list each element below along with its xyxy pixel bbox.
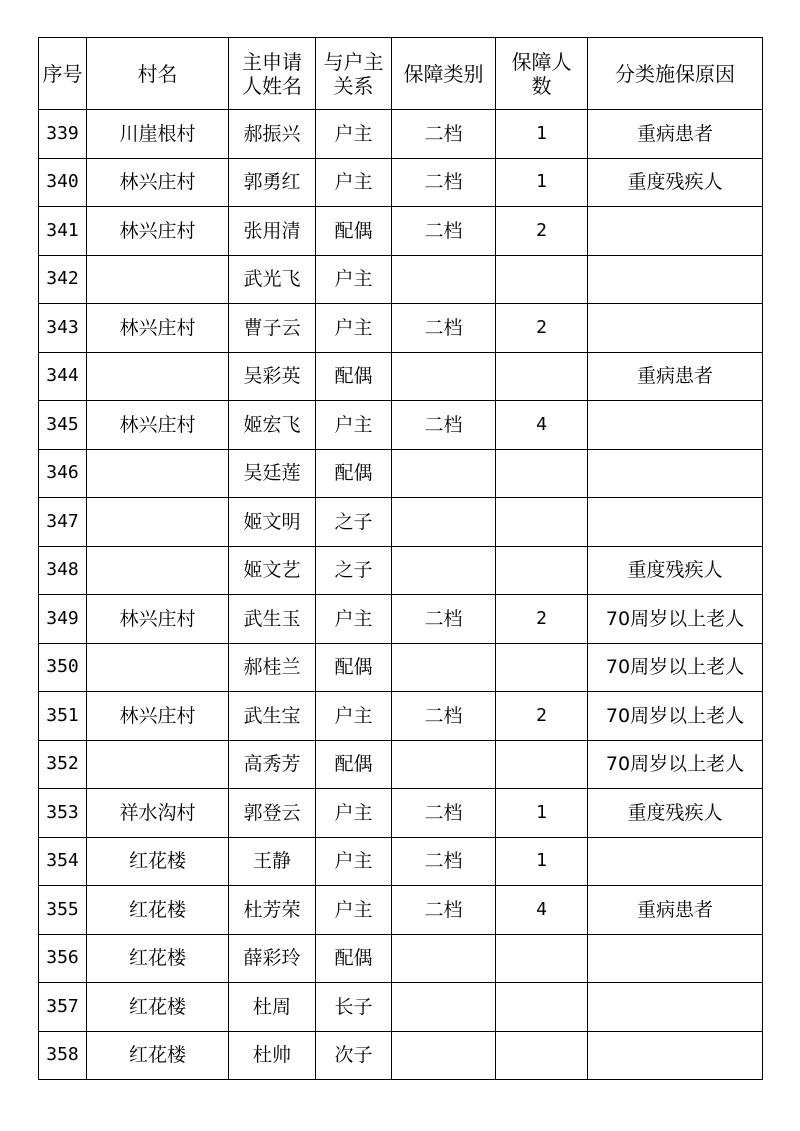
- cell-count: 2: [496, 595, 588, 644]
- cell-relation: 户主: [316, 789, 392, 838]
- cell-applicant: 吴彩英: [229, 352, 316, 401]
- table-row: [39, 643, 763, 692]
- table-row: [39, 595, 763, 644]
- cell-relation: 户主: [316, 255, 392, 304]
- cell-category: [392, 352, 496, 401]
- cell-village: [87, 449, 229, 498]
- cell-category: [392, 740, 496, 789]
- cell-category: [392, 255, 496, 304]
- cell-reason: 重病患者: [588, 110, 763, 159]
- cell-village: 红花楼: [87, 934, 229, 983]
- cell-relation: 之子: [316, 498, 392, 547]
- cell-village: 红花楼: [87, 983, 229, 1032]
- table-header: [39, 38, 763, 110]
- table-body: [39, 110, 763, 1080]
- cell-category: [392, 1031, 496, 1080]
- cell-category: [392, 449, 496, 498]
- cell-village: 川崖根村: [87, 110, 229, 159]
- cell-category: 二档: [392, 207, 496, 256]
- cell-reason: 70周岁以上老人: [588, 643, 763, 692]
- cell-reason: [588, 304, 763, 353]
- cell-village: 林兴庄村: [87, 158, 229, 207]
- cell-relation: 户主: [316, 304, 392, 353]
- cell-seq: 351: [39, 692, 87, 741]
- cell-seq: 344: [39, 352, 87, 401]
- column-header-text: 序号: [42, 61, 83, 86]
- cell-seq: 339: [39, 110, 87, 159]
- cell-count: [496, 255, 588, 304]
- cell-reason: [588, 207, 763, 256]
- column-header-text: 村名: [137, 61, 178, 86]
- cell-count: [496, 934, 588, 983]
- cell-category: 二档: [392, 401, 496, 450]
- table-row: [39, 789, 763, 838]
- cell-applicant: 曹子云: [229, 304, 316, 353]
- cell-reason: 重度残疾人: [588, 158, 763, 207]
- cell-applicant: 郝振兴: [229, 110, 316, 159]
- cell-count: 2: [496, 304, 588, 353]
- column-header-text: 关系: [333, 73, 374, 98]
- assistance-roster-table: [38, 37, 763, 1080]
- cell-village: [87, 255, 229, 304]
- cell-relation: 户主: [316, 158, 392, 207]
- cell-reason: [588, 401, 763, 450]
- cell-category: 二档: [392, 837, 496, 886]
- cell-village: 林兴庄村: [87, 595, 229, 644]
- cell-count: [496, 983, 588, 1032]
- cell-category: 二档: [392, 110, 496, 159]
- cell-count: [496, 352, 588, 401]
- table-row: [39, 546, 763, 595]
- column-header-text: 与户主: [323, 49, 384, 74]
- cell-count: 2: [496, 207, 588, 256]
- cell-relation: 配偶: [316, 740, 392, 789]
- cell-category: 二档: [392, 158, 496, 207]
- cell-village: 红花楼: [87, 886, 229, 935]
- cell-seq: 355: [39, 886, 87, 935]
- cell-reason: [588, 934, 763, 983]
- cell-seq: 354: [39, 837, 87, 886]
- table-row: [39, 255, 763, 304]
- cell-reason: [588, 837, 763, 886]
- column-header-text: 保障人: [511, 49, 572, 74]
- cell-relation: 户主: [316, 886, 392, 935]
- cell-relation: 次子: [316, 1031, 392, 1080]
- cell-count: [496, 740, 588, 789]
- cell-reason: 70周岁以上老人: [588, 595, 763, 644]
- column-header-text: 分类施保原因: [615, 61, 735, 86]
- cell-seq: 347: [39, 498, 87, 547]
- cell-category: 二档: [392, 692, 496, 741]
- cell-relation: 户主: [316, 401, 392, 450]
- cell-applicant: 郭登云: [229, 789, 316, 838]
- cell-village: 红花楼: [87, 1031, 229, 1080]
- cell-applicant: 王静: [229, 837, 316, 886]
- cell-relation: 户主: [316, 692, 392, 741]
- table-row: [39, 449, 763, 498]
- column-header-category: [392, 38, 496, 110]
- table-row: [39, 837, 763, 886]
- cell-relation: 户主: [316, 595, 392, 644]
- cell-seq: 346: [39, 449, 87, 498]
- cell-category: [392, 934, 496, 983]
- column-header-applicant: [229, 38, 316, 110]
- cell-count: 2: [496, 692, 588, 741]
- cell-applicant: 高秀芳: [229, 740, 316, 789]
- cell-category: 二档: [392, 595, 496, 644]
- cell-seq: 349: [39, 595, 87, 644]
- cell-reason: 重度残疾人: [588, 789, 763, 838]
- cell-village: [87, 740, 229, 789]
- column-header-village: [87, 38, 229, 110]
- cell-seq: 348: [39, 546, 87, 595]
- cell-category: [392, 643, 496, 692]
- cell-relation: 配偶: [316, 643, 392, 692]
- cell-village: [87, 643, 229, 692]
- column-header-text: 数: [531, 73, 552, 98]
- cell-count: 1: [496, 158, 588, 207]
- cell-seq: 342: [39, 255, 87, 304]
- cell-village: [87, 352, 229, 401]
- table-row: [39, 401, 763, 450]
- cell-applicant: 姬宏飞: [229, 401, 316, 450]
- column-header-reason: [588, 38, 763, 110]
- cell-seq: 341: [39, 207, 87, 256]
- cell-seq: 358: [39, 1031, 87, 1080]
- cell-seq: 356: [39, 934, 87, 983]
- cell-reason: [588, 255, 763, 304]
- cell-count: [496, 1031, 588, 1080]
- cell-count: 1: [496, 789, 588, 838]
- cell-category: [392, 983, 496, 1032]
- column-header-relation: [316, 38, 392, 110]
- cell-village: 林兴庄村: [87, 304, 229, 353]
- cell-applicant: 杜周: [229, 983, 316, 1032]
- cell-applicant: 武生宝: [229, 692, 316, 741]
- cell-village: [87, 546, 229, 595]
- column-header-text: 保障类别: [403, 61, 484, 86]
- cell-category: [392, 546, 496, 595]
- cell-relation: 配偶: [316, 207, 392, 256]
- cell-category: 二档: [392, 304, 496, 353]
- cell-count: 4: [496, 401, 588, 450]
- cell-relation: 户主: [316, 110, 392, 159]
- cell-relation: 配偶: [316, 934, 392, 983]
- cell-relation: 户主: [316, 837, 392, 886]
- cell-applicant: 郝桂兰: [229, 643, 316, 692]
- cell-applicant: 郭勇红: [229, 158, 316, 207]
- cell-applicant: 姬文明: [229, 498, 316, 547]
- cell-seq: 353: [39, 789, 87, 838]
- cell-count: 1: [496, 110, 588, 159]
- column-header-count: [496, 38, 588, 110]
- cell-relation: 配偶: [316, 352, 392, 401]
- cell-applicant: 杜芳荣: [229, 886, 316, 935]
- cell-relation: 配偶: [316, 449, 392, 498]
- cell-reason: [588, 1031, 763, 1080]
- cell-category: 二档: [392, 789, 496, 838]
- table-row: [39, 983, 763, 1032]
- table-row: [39, 158, 763, 207]
- cell-seq: 352: [39, 740, 87, 789]
- table-row: [39, 886, 763, 935]
- cell-applicant: 杜帅: [229, 1031, 316, 1080]
- table-row: [39, 304, 763, 353]
- cell-count: 1: [496, 837, 588, 886]
- cell-village: [87, 498, 229, 547]
- cell-count: [496, 498, 588, 547]
- cell-reason: 重病患者: [588, 886, 763, 935]
- table-row: [39, 207, 763, 256]
- table-row: [39, 1031, 763, 1080]
- column-header-text: 人姓名: [242, 73, 302, 98]
- column-header-text: 主申请: [242, 49, 302, 74]
- cell-applicant: 张用清: [229, 207, 316, 256]
- cell-count: [496, 546, 588, 595]
- cell-seq: 350: [39, 643, 87, 692]
- cell-seq: 357: [39, 983, 87, 1032]
- header-row: [39, 38, 763, 110]
- cell-reason: [588, 498, 763, 547]
- table-row: [39, 498, 763, 547]
- cell-relation: 长子: [316, 983, 392, 1032]
- cell-category: [392, 498, 496, 547]
- table-row: [39, 692, 763, 741]
- table-row: [39, 934, 763, 983]
- cell-category: 二档: [392, 886, 496, 935]
- cell-applicant: 薛彩玲: [229, 934, 316, 983]
- cell-count: 4: [496, 886, 588, 935]
- cell-village: 林兴庄村: [87, 401, 229, 450]
- cell-village: 红花楼: [87, 837, 229, 886]
- table-row: [39, 740, 763, 789]
- cell-applicant: 武生玉: [229, 595, 316, 644]
- cell-reason: 70周岁以上老人: [588, 692, 763, 741]
- cell-seq: 345: [39, 401, 87, 450]
- column-header-seq: [39, 38, 87, 110]
- cell-reason: [588, 449, 763, 498]
- cell-seq: 343: [39, 304, 87, 353]
- cell-count: [496, 643, 588, 692]
- table-row: [39, 352, 763, 401]
- cell-village: 林兴庄村: [87, 692, 229, 741]
- cell-applicant: 武光飞: [229, 255, 316, 304]
- cell-village: 林兴庄村: [87, 207, 229, 256]
- cell-seq: 340: [39, 158, 87, 207]
- table-row: [39, 110, 763, 159]
- cell-village: 祥水沟村: [87, 789, 229, 838]
- cell-reason: 70周岁以上老人: [588, 740, 763, 789]
- cell-reason: 重病患者: [588, 352, 763, 401]
- cell-reason: 重度残疾人: [588, 546, 763, 595]
- cell-reason: [588, 983, 763, 1032]
- cell-relation: 之子: [316, 546, 392, 595]
- cell-applicant: 吴廷莲: [229, 449, 316, 498]
- cell-count: [496, 449, 588, 498]
- cell-applicant: 姬文艺: [229, 546, 316, 595]
